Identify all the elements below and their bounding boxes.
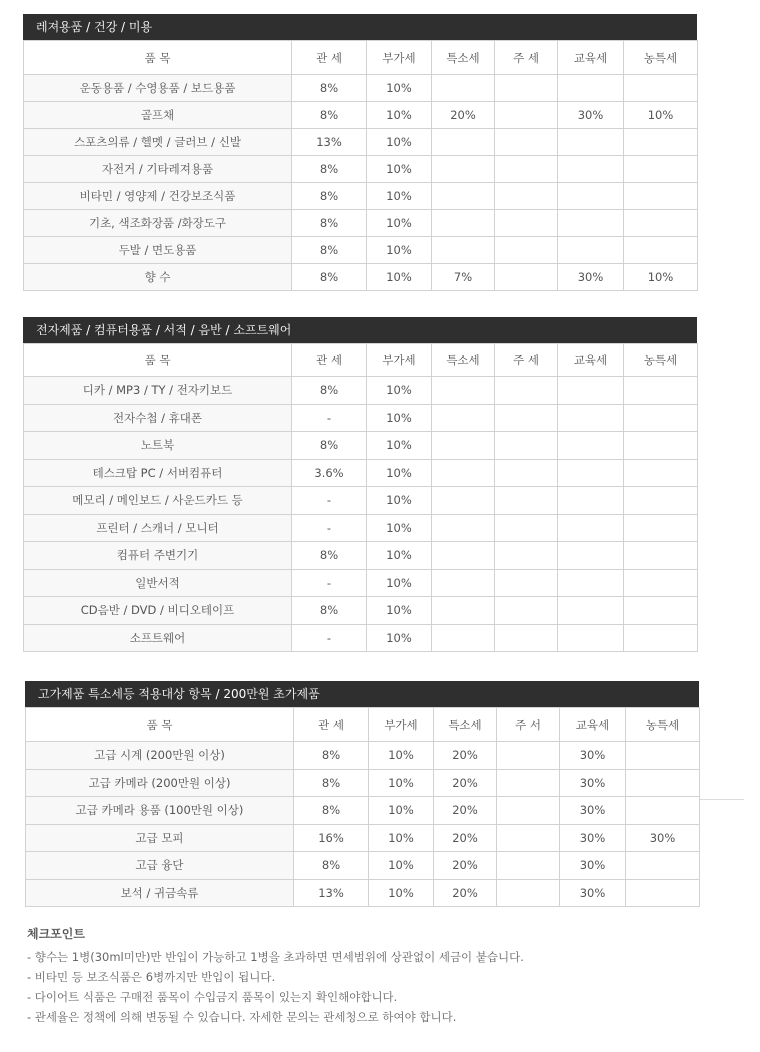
rate-cell	[626, 742, 700, 770]
rate-cell	[624, 129, 698, 156]
item-name-cell: 고급 융단	[26, 852, 294, 880]
rate-cell: 13%	[294, 879, 369, 907]
rate-cell: 10%	[367, 432, 432, 460]
rate-cell: 10%	[367, 514, 432, 542]
table-row	[24, 432, 698, 460]
table-row	[24, 237, 698, 264]
rate-cell	[558, 210, 624, 237]
rate-cell: 8%	[294, 769, 369, 797]
rate-cell: -	[292, 624, 367, 652]
rate-cell: 10%	[367, 542, 432, 570]
item-name-cell: 테스크탑 PC / 서버컴퓨터	[24, 459, 292, 487]
rate-cell	[624, 542, 698, 570]
rate-cell: 3.6%	[292, 459, 367, 487]
section-title: 고가제품 특소세등 적용대상 항목 / 200만원 초가제품	[25, 681, 699, 707]
rate-cell	[495, 156, 558, 183]
rate-cell	[432, 432, 495, 460]
column-header: 관 세	[294, 708, 369, 742]
column-header: 교육세	[560, 708, 626, 742]
rate-cell: 10%	[369, 797, 434, 825]
rate-cell: 8%	[292, 183, 367, 210]
rate-cell	[624, 183, 698, 210]
table-row	[26, 769, 700, 797]
rate-cell	[558, 542, 624, 570]
column-header: 관 세	[292, 344, 367, 377]
rate-cell: 20%	[432, 102, 495, 129]
rate-cell	[558, 404, 624, 432]
table-row	[24, 183, 698, 210]
rate-cell	[432, 597, 495, 625]
rate-cell	[558, 624, 624, 652]
rate-cell: 8%	[294, 797, 369, 825]
rate-cell	[495, 264, 558, 291]
rate-cell	[624, 237, 698, 264]
rate-cell: 30%	[560, 879, 626, 907]
rate-cell	[624, 514, 698, 542]
table-row	[24, 377, 698, 405]
rate-cell: 8%	[292, 102, 367, 129]
rate-cell: 8%	[292, 156, 367, 183]
checkpoint-notes	[27, 925, 727, 1027]
rate-cell	[558, 237, 624, 264]
table-row	[24, 264, 698, 291]
rate-cell	[624, 487, 698, 515]
table-row	[24, 624, 698, 652]
rate-cell	[495, 542, 558, 570]
rate-cell	[432, 237, 495, 264]
column-header: 농특세	[624, 344, 698, 377]
rate-cell: 20%	[434, 742, 497, 770]
table-row	[24, 404, 698, 432]
item-name-cell: 소프트웨어	[24, 624, 292, 652]
rate-cell	[495, 129, 558, 156]
checkpoint-line: - 향수는 1병(30ml미만)만 반입이 가능하고 1병을 초과하면 면세범위에 상관없이 세금이 붙습니다.	[27, 950, 524, 964]
item-name-cell: 두발 / 면도용품	[24, 237, 292, 264]
rate-cell	[558, 432, 624, 460]
rate-cell: 10%	[369, 824, 434, 852]
rate-cell	[624, 432, 698, 460]
rate-cell: 10%	[367, 183, 432, 210]
item-name-cell: 비타민 / 영양제 / 건강보조식품	[24, 183, 292, 210]
item-name-cell: 프린터 / 스캐너 / 모니터	[24, 514, 292, 542]
item-name-cell: 고급 모피	[26, 824, 294, 852]
table-row	[24, 75, 698, 102]
rate-cell	[432, 487, 495, 515]
rate-cell: 8%	[294, 852, 369, 880]
column-header: 부가세	[367, 41, 432, 75]
rate-cell: 10%	[369, 769, 434, 797]
checkpoint-line: - 비타민 등 보조식품은 6병까지만 반입이 됩니다.	[27, 970, 276, 984]
rate-cell: 10%	[367, 459, 432, 487]
table-row	[26, 879, 700, 907]
rate-cell: 30%	[558, 102, 624, 129]
rate-cell	[495, 210, 558, 237]
rate-cell: 30%	[560, 824, 626, 852]
rate-cell: 8%	[294, 742, 369, 770]
rate-cell: -	[292, 487, 367, 515]
rate-cell	[495, 459, 558, 487]
rate-cell	[495, 183, 558, 210]
rate-cell: 10%	[624, 264, 698, 291]
leisure-health-beauty-section	[23, 14, 697, 291]
table-row	[26, 742, 700, 770]
rate-cell: 10%	[367, 210, 432, 237]
rate-cell	[497, 797, 560, 825]
rate-cell: 10%	[367, 569, 432, 597]
column-header: 교육세	[558, 41, 624, 75]
rate-cell	[432, 404, 495, 432]
column-header: 품 목	[24, 41, 292, 75]
item-name-cell: 고급 카메라 (200만원 이상)	[26, 769, 294, 797]
checkpoint-line: - 다이어트 식품은 구매전 품목이 수입금지 품목이 있는지 확인해야합니다.	[27, 990, 398, 1004]
rate-cell	[497, 852, 560, 880]
rate-cell: 10%	[367, 404, 432, 432]
rate-cell	[558, 75, 624, 102]
rate-cell	[495, 237, 558, 264]
table-header-row	[24, 344, 698, 377]
rate-cell: 10%	[367, 264, 432, 291]
table-row	[24, 210, 698, 237]
rate-cell	[558, 514, 624, 542]
rate-cell	[495, 377, 558, 405]
rate-cell: 16%	[294, 824, 369, 852]
table-row	[24, 597, 698, 625]
rate-cell	[432, 624, 495, 652]
rate-cell	[624, 459, 698, 487]
item-name-cell: 스포츠의류 / 헬멧 / 글러브 / 신발	[24, 129, 292, 156]
rate-cell	[624, 597, 698, 625]
column-header: 부가세	[369, 708, 434, 742]
rate-cell: 10%	[367, 624, 432, 652]
tariff-table	[25, 707, 700, 907]
section-title: 레져용품 / 건강 / 미용	[23, 14, 697, 40]
rate-cell: 8%	[292, 237, 367, 264]
rate-cell	[558, 487, 624, 515]
electronics-computer-section	[23, 317, 697, 652]
rate-cell: 30%	[558, 264, 624, 291]
rate-cell: 30%	[626, 824, 700, 852]
rate-cell: 10%	[367, 237, 432, 264]
item-name-cell: 고급 카메라 용품 (100만원 이상)	[26, 797, 294, 825]
tariff-table	[23, 40, 698, 291]
item-name-cell: 전자수첩 / 휴대폰	[24, 404, 292, 432]
rate-cell: 10%	[369, 742, 434, 770]
rate-cell	[495, 569, 558, 597]
rate-cell	[497, 879, 560, 907]
column-header: 부가세	[367, 344, 432, 377]
rate-cell: 30%	[560, 852, 626, 880]
rate-cell: -	[292, 514, 367, 542]
rate-cell	[626, 797, 700, 825]
table-row	[24, 542, 698, 570]
column-header: 특소세	[434, 708, 497, 742]
rate-cell: 10%	[367, 597, 432, 625]
table-row	[24, 156, 698, 183]
rate-cell: 10%	[369, 852, 434, 880]
column-header: 농특세	[626, 708, 700, 742]
item-name-cell: 일반서적	[24, 569, 292, 597]
rate-cell	[558, 156, 624, 183]
divider	[700, 799, 744, 800]
rate-cell	[497, 824, 560, 852]
item-name-cell: 기초, 색조화장품 /화장도구	[24, 210, 292, 237]
item-name-cell: 메모리 / 메인보드 / 사운드카드 등	[24, 487, 292, 515]
rate-cell: 20%	[434, 852, 497, 880]
rate-cell	[558, 377, 624, 405]
rate-cell	[495, 432, 558, 460]
item-name-cell: 디카 / MP3 / TY / 전자키보드	[24, 377, 292, 405]
rate-cell: 7%	[432, 264, 495, 291]
table-row	[26, 852, 700, 880]
item-name-cell: 자전거 / 기타레져용품	[24, 156, 292, 183]
rate-cell: 10%	[367, 129, 432, 156]
item-name-cell: 향 수	[24, 264, 292, 291]
rate-cell	[495, 75, 558, 102]
column-header: 교육세	[558, 344, 624, 377]
rate-cell	[432, 514, 495, 542]
rate-cell	[626, 879, 700, 907]
rate-cell	[558, 129, 624, 156]
rate-cell	[495, 404, 558, 432]
item-name-cell: 골프채	[24, 102, 292, 129]
rate-cell: 10%	[624, 102, 698, 129]
rate-cell: 8%	[292, 210, 367, 237]
rate-cell	[558, 569, 624, 597]
rate-cell	[497, 742, 560, 770]
rate-cell: 30%	[560, 769, 626, 797]
rate-cell	[432, 129, 495, 156]
table-row	[24, 459, 698, 487]
column-header: 품 목	[26, 708, 294, 742]
rate-cell: 30%	[560, 797, 626, 825]
rate-cell: 8%	[292, 377, 367, 405]
table-header-row	[24, 41, 698, 75]
rate-cell: -	[292, 569, 367, 597]
rate-cell: -	[292, 404, 367, 432]
column-header: 관 세	[292, 41, 367, 75]
rate-cell: 8%	[292, 542, 367, 570]
rate-cell	[624, 404, 698, 432]
table-row	[26, 797, 700, 825]
rate-cell	[495, 514, 558, 542]
rate-cell	[432, 210, 495, 237]
rate-cell: 20%	[434, 769, 497, 797]
rate-cell: 20%	[434, 879, 497, 907]
rate-cell: 30%	[560, 742, 626, 770]
item-name-cell: 노트북	[24, 432, 292, 460]
rate-cell	[495, 597, 558, 625]
rate-cell	[495, 102, 558, 129]
rate-cell: 8%	[292, 432, 367, 460]
rate-cell	[432, 183, 495, 210]
checkpoint-line: - 관세율은 정책에 의해 변동될 수 있습니다. 자세한 문의는 관세청으로 하여야 합니다.	[27, 1010, 457, 1024]
rate-cell	[558, 597, 624, 625]
rate-cell: 10%	[369, 879, 434, 907]
rate-cell	[624, 624, 698, 652]
rate-cell: 10%	[367, 487, 432, 515]
rate-cell	[624, 75, 698, 102]
rate-cell	[626, 852, 700, 880]
item-name-cell: 운동용품 / 수영용품 / 보드용품	[24, 75, 292, 102]
rate-cell: 20%	[434, 797, 497, 825]
rate-cell: 8%	[292, 597, 367, 625]
column-header: 주 세	[495, 41, 558, 75]
rate-cell	[497, 769, 560, 797]
column-header: 특소세	[432, 344, 495, 377]
rate-cell: 8%	[292, 264, 367, 291]
rate-cell: 8%	[292, 75, 367, 102]
rate-cell: 10%	[367, 156, 432, 183]
table-row	[24, 102, 698, 129]
rate-cell: 10%	[367, 377, 432, 405]
rate-cell	[626, 769, 700, 797]
column-header: 주 서	[497, 708, 560, 742]
rate-cell	[432, 156, 495, 183]
luxury-goods-section	[25, 681, 699, 907]
rate-cell: 13%	[292, 129, 367, 156]
rate-cell	[624, 569, 698, 597]
table-row	[26, 824, 700, 852]
rate-cell	[624, 377, 698, 405]
rate-cell	[624, 156, 698, 183]
rate-cell	[558, 183, 624, 210]
table-row	[24, 514, 698, 542]
item-name-cell: 고급 시계 (200만원 이상)	[26, 742, 294, 770]
item-name-cell: 보석 / 귀금속류	[26, 879, 294, 907]
rate-cell	[558, 459, 624, 487]
rate-cell	[495, 624, 558, 652]
rate-cell: 10%	[367, 75, 432, 102]
rate-cell: 10%	[367, 102, 432, 129]
table-row	[24, 487, 698, 515]
rate-cell	[432, 377, 495, 405]
column-header: 농특세	[624, 41, 698, 75]
table-row	[24, 129, 698, 156]
rate-cell	[432, 459, 495, 487]
column-header: 특소세	[432, 41, 495, 75]
rate-cell: 20%	[434, 824, 497, 852]
column-header: 주 세	[495, 344, 558, 377]
table-header-row	[26, 708, 700, 742]
item-name-cell: 컴퓨터 주변기기	[24, 542, 292, 570]
rate-cell	[432, 542, 495, 570]
tariff-table	[23, 343, 698, 652]
checkpoint-title: 체크포인트	[27, 927, 85, 941]
rate-cell	[495, 487, 558, 515]
table-row	[24, 569, 698, 597]
column-header: 품 목	[24, 344, 292, 377]
section-title: 전자제품 / 컴퓨터용품 / 서적 / 음반 / 소프트웨어	[23, 317, 697, 343]
rate-cell	[432, 569, 495, 597]
rate-cell	[432, 75, 495, 102]
item-name-cell: CD음반 / DVD / 비디오테이프	[24, 597, 292, 625]
rate-cell	[624, 210, 698, 237]
